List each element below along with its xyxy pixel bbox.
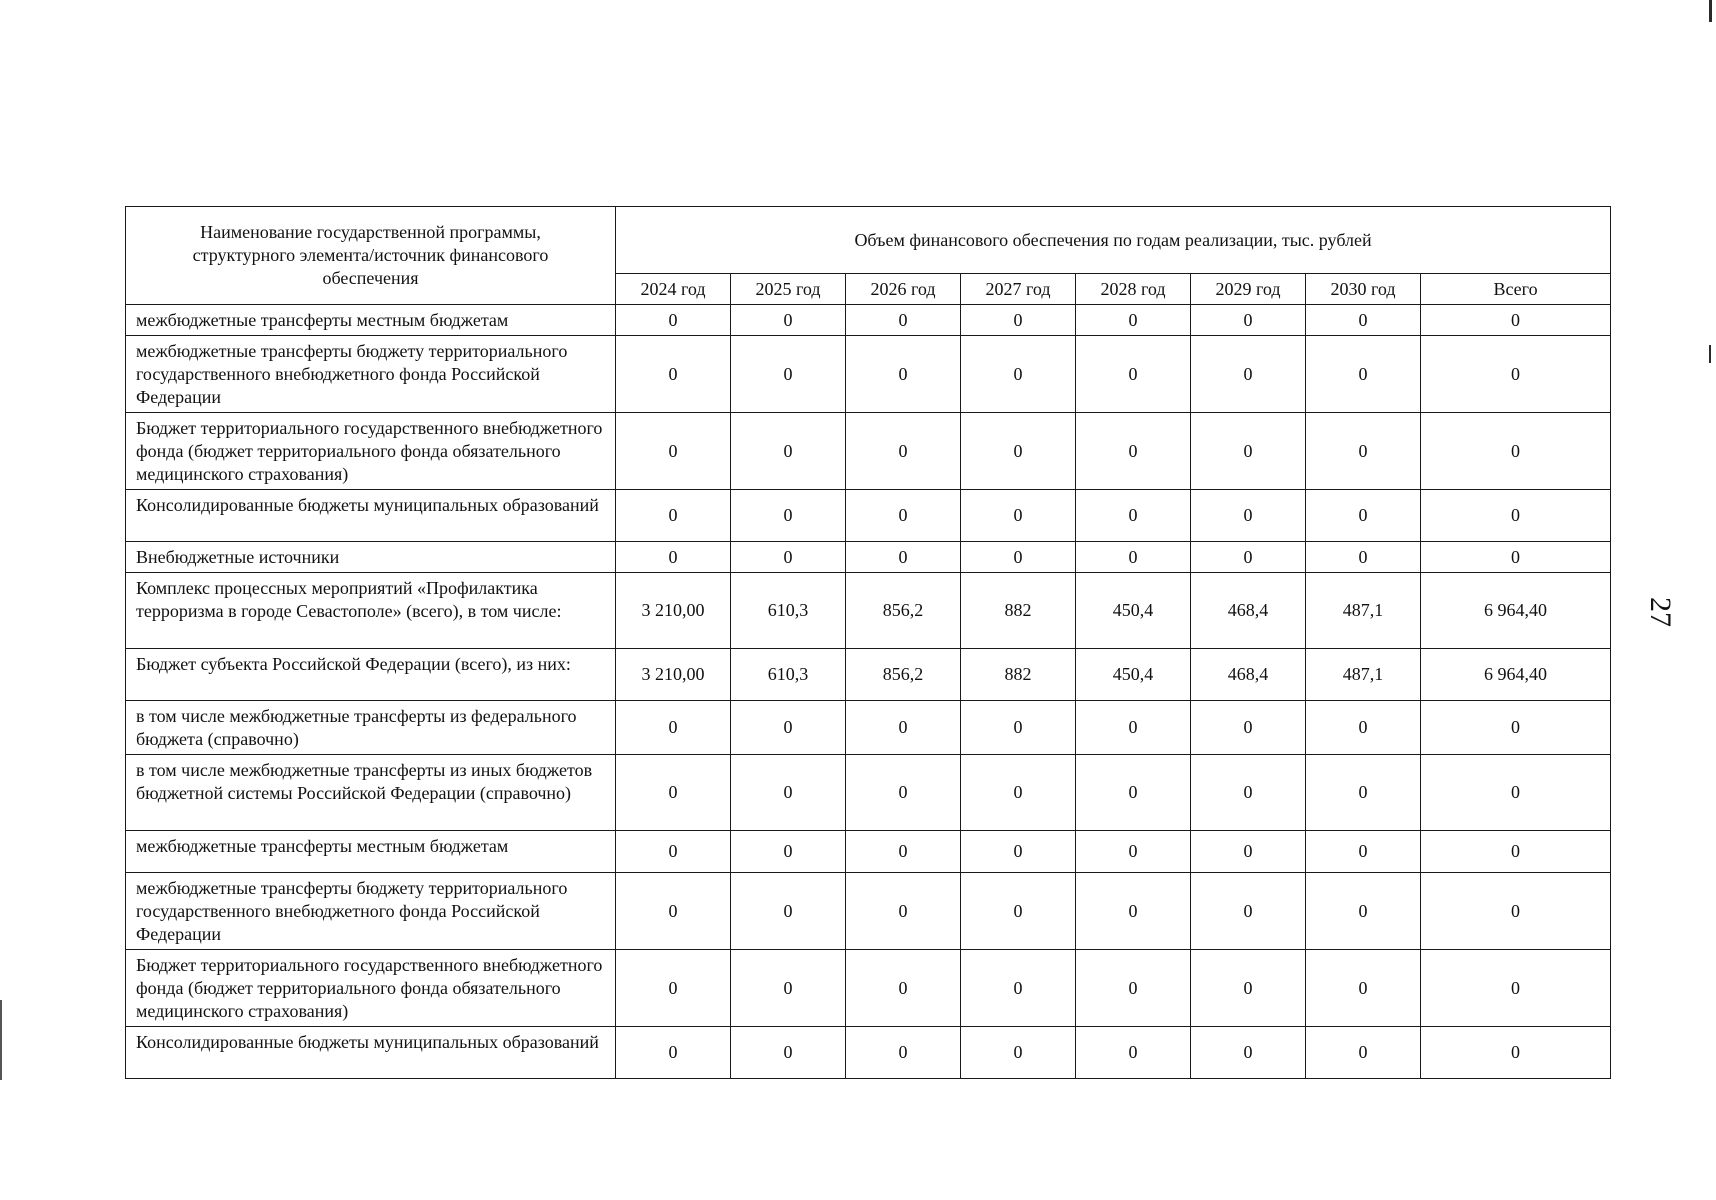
row-value: 0: [1421, 755, 1611, 831]
table-row: [126, 950, 1611, 1027]
row-value: 0: [731, 542, 846, 573]
row-value: 0: [961, 701, 1076, 755]
row-value: 487,1: [1306, 573, 1421, 649]
row-value: 0: [1306, 831, 1421, 873]
scan-edge-mark: [0, 1000, 2, 1080]
row-value: 0: [1421, 831, 1611, 873]
row-value: 856,2: [846, 573, 961, 649]
row-value: 0: [1191, 305, 1306, 336]
row-value: 0: [961, 336, 1076, 413]
row-value: 0: [616, 950, 731, 1027]
row-value: 0: [731, 755, 846, 831]
row-value: 0: [1076, 950, 1191, 1027]
row-value: 610,3: [731, 649, 846, 701]
row-value: 0: [1076, 831, 1191, 873]
row-value: 487,1: [1306, 649, 1421, 701]
header-year: 2028 год: [1076, 274, 1191, 305]
row-value: 0: [846, 490, 961, 542]
row-value: 856,2: [846, 649, 961, 701]
row-value: 0: [616, 755, 731, 831]
row-value: 0: [846, 542, 961, 573]
row-value: 0: [961, 413, 1076, 490]
row-value: 0: [961, 755, 1076, 831]
table-row: [126, 305, 1611, 336]
row-value: 0: [1191, 490, 1306, 542]
table-row: [126, 542, 1611, 573]
row-value: 0: [1076, 873, 1191, 950]
row-value: 0: [731, 873, 846, 950]
row-value: 0: [731, 490, 846, 542]
row-value: 0: [961, 490, 1076, 542]
row-value: 0: [1306, 873, 1421, 950]
row-value: 0: [846, 336, 961, 413]
row-value: 0: [1306, 336, 1421, 413]
row-value: 0: [1306, 755, 1421, 831]
row-value: 0: [1191, 831, 1306, 873]
row-label: межбюджетные трансферты местным бюджетам: [126, 831, 616, 873]
row-label: Бюджет территориального государственного внебюджетного фонда (бюджет территориального фонда обязательного медицинского страхования): [126, 950, 616, 1027]
row-label: Консолидированные бюджеты муниципальных образований: [126, 490, 616, 542]
header-program-name: Наименование государственной программы, структурного элемента/источник финансового обеспечения: [126, 207, 616, 305]
row-label: в том числе межбюджетные трансферты из федерального бюджета (справочно): [126, 701, 616, 755]
row-value: 0: [1421, 336, 1611, 413]
scan-edge-mark: [1709, 345, 1711, 363]
row-value: 0: [616, 336, 731, 413]
row-label: в том числе межбюджетные трансферты из иных бюджетов бюджетной системы Российской Федерации (справочно): [126, 755, 616, 831]
row-value: 0: [1421, 542, 1611, 573]
row-value: 468,4: [1191, 649, 1306, 701]
row-value: 0: [1421, 701, 1611, 755]
row-value: 0: [1421, 1027, 1611, 1079]
row-value: 0: [1076, 542, 1191, 573]
row-value: 0: [1306, 950, 1421, 1027]
row-value: 0: [961, 542, 1076, 573]
row-value: 0: [1191, 950, 1306, 1027]
row-label: Бюджет территориального государственного внебюджетного фонда (бюджет территориального фонда обязательного медицинского страхования): [126, 413, 616, 490]
row-label: межбюджетные трансферты бюджету территориального государственного внебюджетного фонда Российской Федерации: [126, 336, 616, 413]
row-value: 0: [1306, 305, 1421, 336]
row-value: 0: [1421, 413, 1611, 490]
table-row: [126, 1027, 1611, 1079]
row-value: 0: [846, 413, 961, 490]
row-value: 0: [961, 950, 1076, 1027]
row-value: 0: [731, 336, 846, 413]
row-value: 0: [731, 305, 846, 336]
row-value: 0: [1421, 950, 1611, 1027]
page-number: 27: [1644, 597, 1677, 627]
header-year: 2026 год: [846, 274, 961, 305]
row-value: 0: [846, 305, 961, 336]
row-value: 6 964,40: [1421, 649, 1611, 701]
row-value: 0: [846, 1027, 961, 1079]
table-row: [126, 413, 1611, 490]
row-value: 450,4: [1076, 573, 1191, 649]
table-body: [126, 305, 1611, 1079]
row-value: 0: [1076, 413, 1191, 490]
row-value: 0: [1076, 305, 1191, 336]
header-year: 2030 год: [1306, 274, 1421, 305]
table-row: [126, 336, 1611, 413]
table-row: [126, 649, 1611, 701]
row-value: 0: [1191, 336, 1306, 413]
row-value: 468,4: [1191, 573, 1306, 649]
row-value: 0: [731, 831, 846, 873]
table-row: [126, 490, 1611, 542]
row-value: 0: [616, 490, 731, 542]
row-value: 0: [1306, 701, 1421, 755]
row-label: Внебюджетные источники: [126, 542, 616, 573]
row-value: 0: [1191, 701, 1306, 755]
scan-edge-mark: [1709, 0, 1712, 22]
row-value: 0: [1421, 490, 1611, 542]
row-value: 3 210,00: [616, 573, 731, 649]
row-value: 0: [1076, 1027, 1191, 1079]
row-label: Бюджет субъекта Российской Федерации (всего), из них:: [126, 649, 616, 701]
row-value: 0: [1076, 701, 1191, 755]
row-value: 882: [961, 573, 1076, 649]
row-value: 0: [1191, 542, 1306, 573]
table-row: [126, 573, 1611, 649]
row-value: 0: [731, 413, 846, 490]
row-value: 0: [961, 873, 1076, 950]
row-value: 0: [731, 950, 846, 1027]
row-value: 0: [1191, 1027, 1306, 1079]
row-value: 450,4: [1076, 649, 1191, 701]
row-value: 0: [1306, 490, 1421, 542]
row-value: 0: [1421, 305, 1611, 336]
row-value: 0: [1306, 413, 1421, 490]
header-year: 2024 год: [616, 274, 731, 305]
row-value: 0: [616, 1027, 731, 1079]
table-row: [126, 873, 1611, 950]
row-value: 0: [1191, 413, 1306, 490]
row-value: 610,3: [731, 573, 846, 649]
financing-table: [125, 206, 1611, 1079]
row-value: 0: [846, 831, 961, 873]
row-value: 882: [961, 649, 1076, 701]
row-value: 0: [961, 305, 1076, 336]
row-value: 3 210,00: [616, 649, 731, 701]
header-year: 2027 год: [961, 274, 1076, 305]
row-value: 0: [1076, 336, 1191, 413]
row-value: 0: [961, 1027, 1076, 1079]
row-label: межбюджетные трансферты бюджету территориального государственного внебюджетного фонда Российской Федерации: [126, 873, 616, 950]
row-value: 0: [846, 701, 961, 755]
header-year: 2029 год: [1191, 274, 1306, 305]
row-value: 0: [616, 701, 731, 755]
row-value: 0: [846, 950, 961, 1027]
row-value: 0: [616, 831, 731, 873]
row-value: 0: [1306, 1027, 1421, 1079]
row-value: 0: [616, 542, 731, 573]
row-value: 0: [846, 873, 961, 950]
table-row: [126, 755, 1611, 831]
row-label: межбюджетные трансферты местным бюджетам: [126, 305, 616, 336]
row-value: 0: [1421, 873, 1611, 950]
row-value: 0: [1306, 542, 1421, 573]
row-value: 0: [961, 831, 1076, 873]
header-total: Всего: [1421, 274, 1611, 305]
row-value: 0: [616, 873, 731, 950]
row-value: 0: [731, 701, 846, 755]
header-funding-volume: Объем финансового обеспечения по годам реализации, тыс. рублей: [616, 207, 1611, 274]
row-value: 0: [1076, 755, 1191, 831]
table-row: [126, 701, 1611, 755]
header-year: 2025 год: [731, 274, 846, 305]
row-value: 0: [616, 305, 731, 336]
row-value: 6 964,40: [1421, 573, 1611, 649]
row-value: 0: [1191, 755, 1306, 831]
row-value: 0: [731, 1027, 846, 1079]
row-label: Консолидированные бюджеты муниципальных образований: [126, 1027, 616, 1079]
row-value: 0: [846, 755, 961, 831]
row-value: 0: [1076, 490, 1191, 542]
row-value: 0: [616, 413, 731, 490]
row-label: Комплекс процессных мероприятий «Профилактика терроризма в городе Севастополе» (всего), в том числе:: [126, 573, 616, 649]
row-value: 0: [1191, 873, 1306, 950]
table-row: [126, 831, 1611, 873]
